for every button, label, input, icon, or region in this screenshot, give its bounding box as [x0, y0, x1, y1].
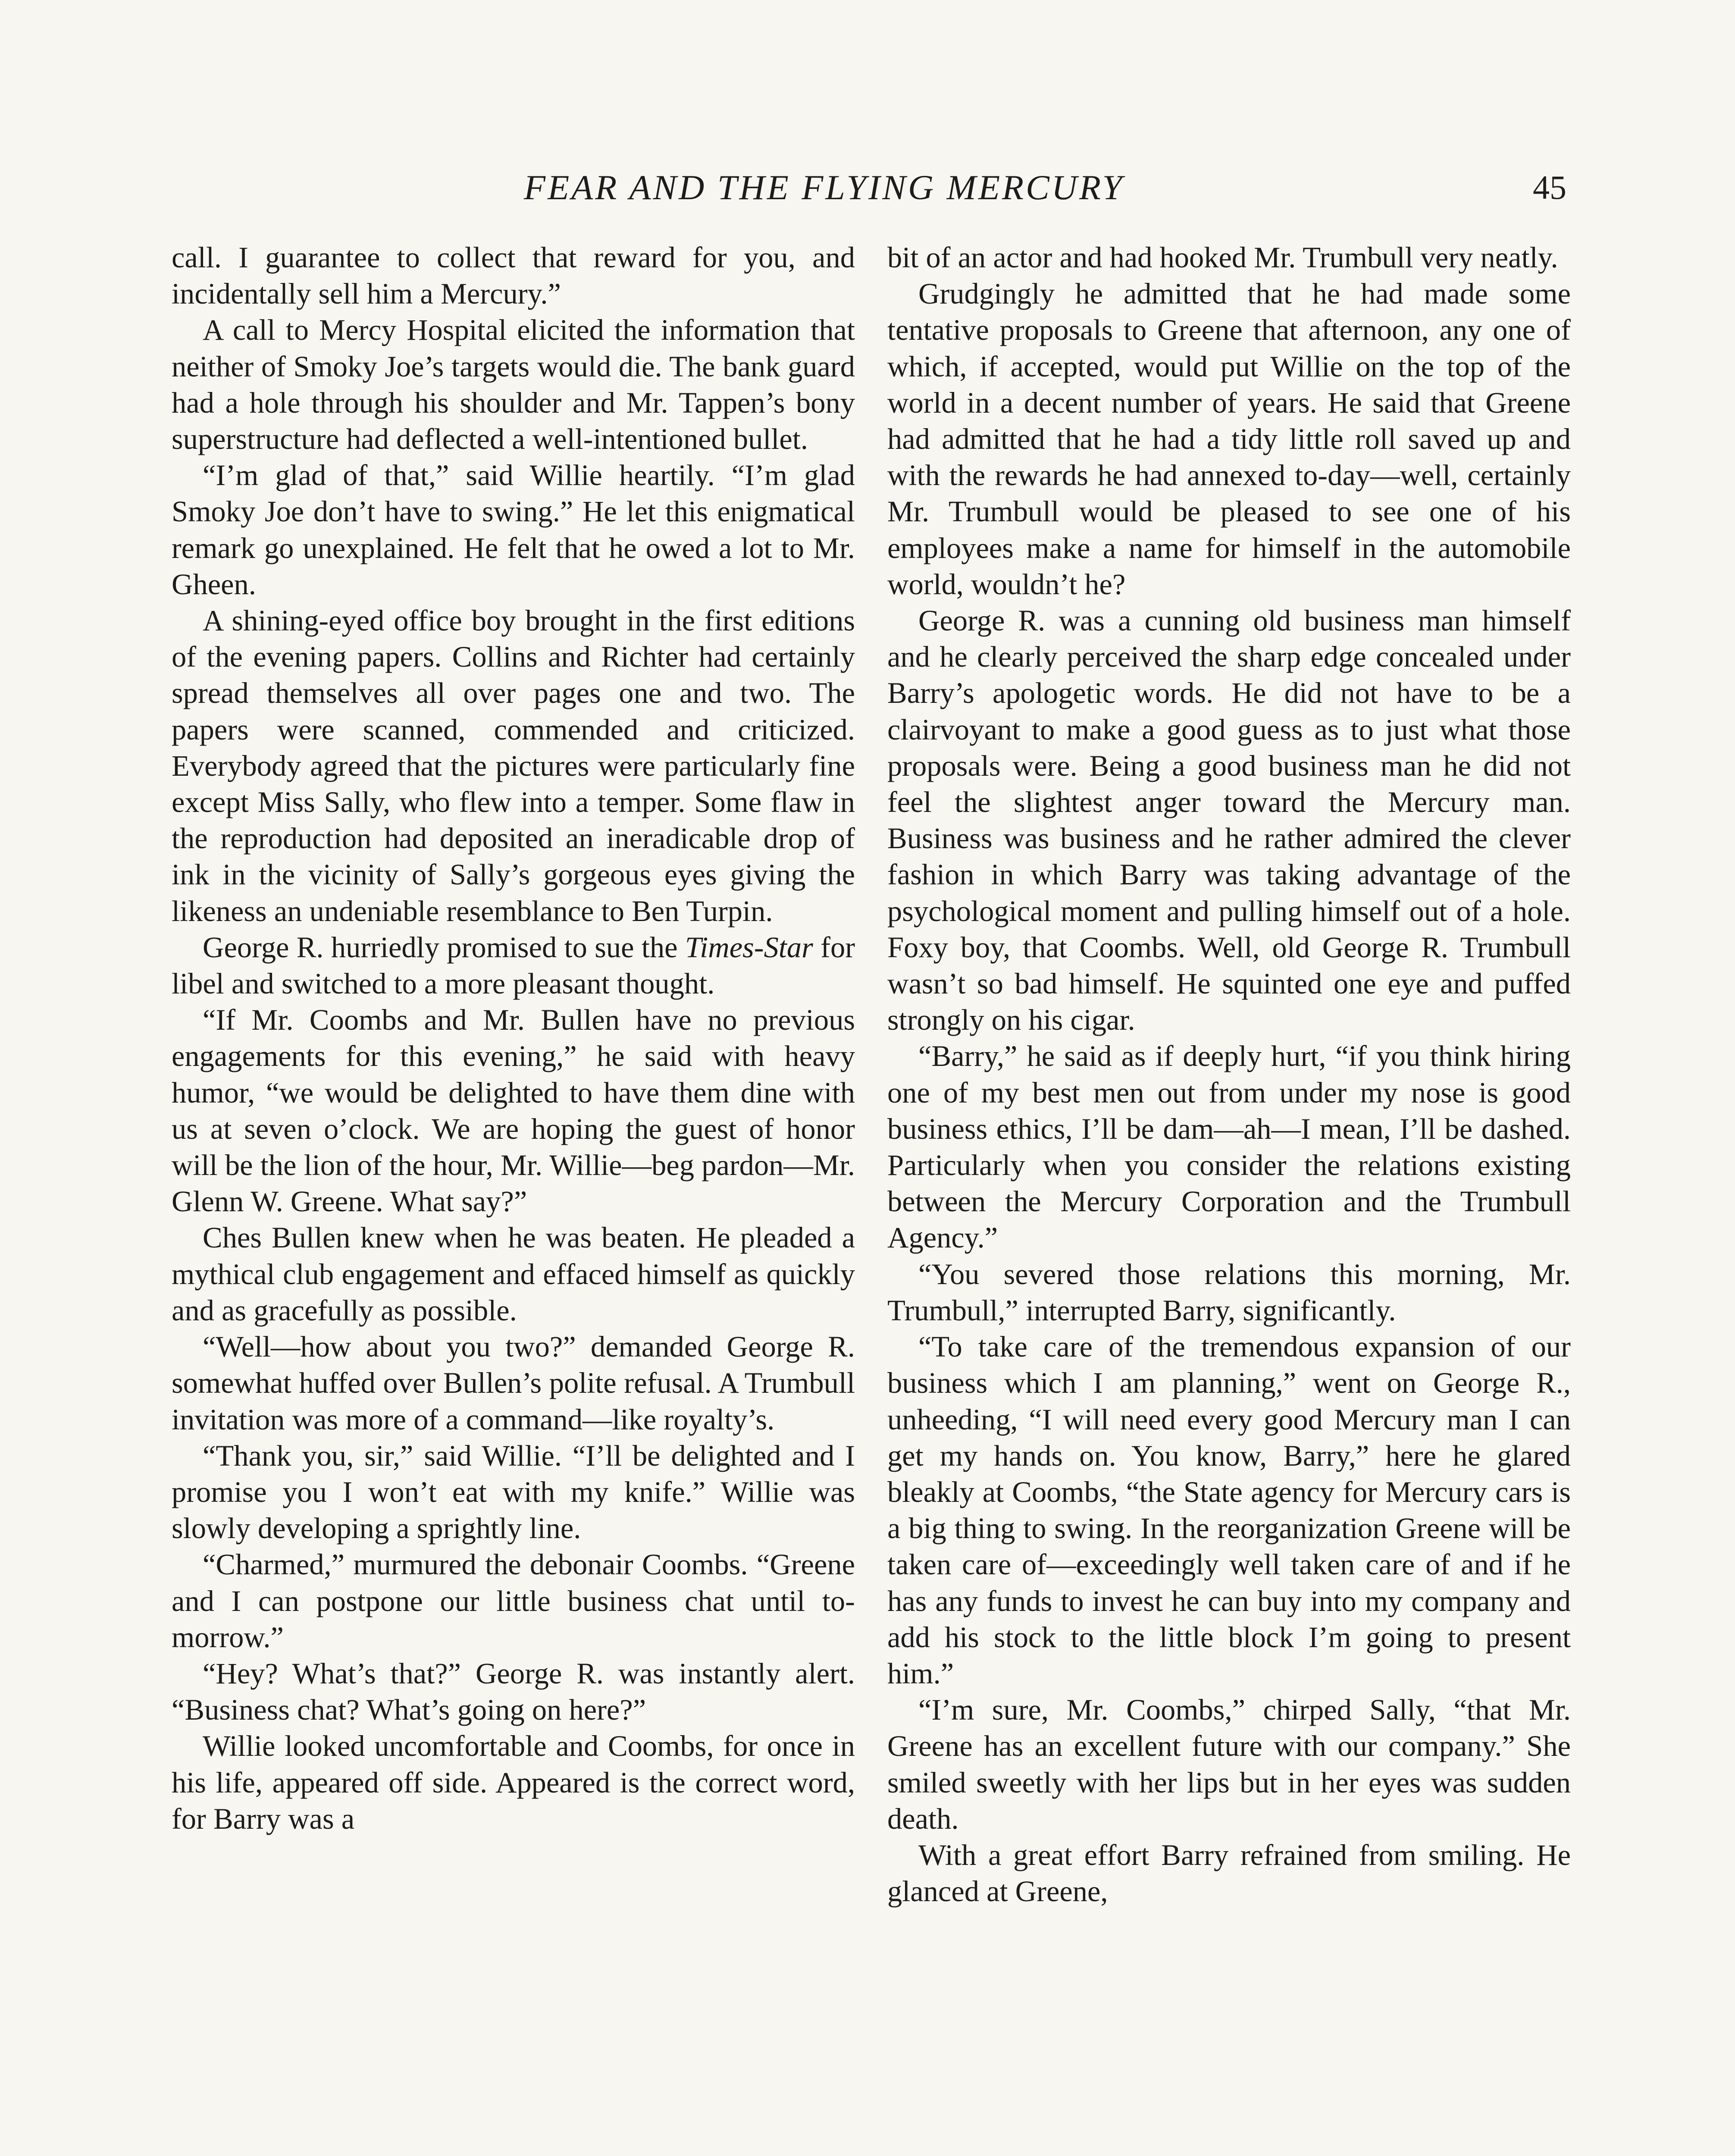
paragraph: A shining-eyed office boy brought in the first editions of the evening papers. Collins and Richter had certainly spread themselves all over pages one and two. The papers were scanned, commended and criticized. Everybody agreed that the pictures were particularly fine except Miss Sally, who flew into a temper. Some flaw in the reproduction had deposited an ineradicable drop of ink in the vicinity of Sally’s gorgeous eyes giving the likeness an undeniable resemblance to Ben Turpin.	[172, 604, 855, 928]
paragraph: “Well—how about you two?” demanded George R. somewhat huffed over Bullen’s polite refusal. A Trumbull invitation was more of a command—like royalty’s.	[172, 1330, 855, 1436]
page-number: 45	[1533, 169, 1566, 206]
paragraph: George R. was a cunning old business man himself and he clearly perceived the sharp edge concealed under Barry’s apologetic words. He did not have to be a clairvoyant to make a good guess as to just what those proposals were. Being a good business man he did not feel the slightest anger toward the Mercury man. Business was business and he rather admired the clever fashion in which Barry was taking advantage of the psychological moment and pulling himself out of a hole. Foxy boy, that Coombs. Well, old George R. Trumbull wasn’t so bad himself. He squinted one eye and puffed strongly on his cigar.	[887, 604, 1571, 1037]
text-span: George R. hurriedly promised to sue the	[203, 931, 685, 964]
paragraph: bit of an actor and had hooked Mr. Trumbull very neatly.	[887, 241, 1558, 274]
paragraph: “Thank you, sir,” said Willie. “I’ll be delighted and I promise you I won’t eat with my knife.” Willie was slowly developing a sprightly line.	[172, 1439, 855, 1545]
newspaper-name: Times-Star	[685, 931, 813, 964]
running-head	[0, 162, 1735, 213]
paragraph: “I’m sure, Mr. Coombs,” chirped Sally, “that Mr. Greene has an excellent future with our company.” She smiled sweetly with her lips but in her eyes was sudden death.	[887, 1693, 1571, 1835]
paragraph: “If Mr. Coombs and Mr. Bullen have no previous engagements for this evening,” he said with heavy humor, “we would be delighted to have them dine with us at seven o’clock. We are hoping the guest of honor will be the lion of the hour, Mr. Willie—beg pardon—Mr. Glenn W. Greene. What say?”	[172, 1003, 855, 1218]
paragraph: “I’m glad of that,” said Willie heartily. “I’m glad Smoky Joe don’t have to swing.” He let this enigmatical remark go unexplained. He felt that he owed a lot to Mr. Gheen.	[172, 459, 855, 601]
paragraph: “You severed those relations this morning, Mr. Trumbull,” interrupted Barry, significantly.	[887, 1257, 1571, 1327]
paragraph: “Barry,” he said as if deeply hurt, “if you think hiring one of my best men out from under my nose is good business ethics, I’ll be dam—ah—I mean, I’ll be dashed. Particularly when you consider the relations existing between the Mercury Corporation and the Trumbull Agency.”	[887, 1040, 1571, 1254]
text-span: for libel and switched to a more pleasant thought.	[172, 931, 855, 1000]
paragraph: Ches Bullen knew when he was beaten. He pleaded a mythical club engagement and effaced himself as quickly and as gracefully as possible.	[172, 1221, 855, 1327]
running-title: FEAR AND THE FLYING MERCURY	[524, 168, 1124, 207]
paragraph: With a great effort Barry refrained from smiling. He glanced at Greene,	[887, 1838, 1571, 1908]
paragraph: Willie looked uncomfortable and Coombs, for once in his life, appeared off side. Appeared is the correct word, for Barry was a	[172, 1730, 855, 1835]
paragraph: call. I guarantee to collect that reward for you, and incidentally sell him a Mercury.”	[172, 241, 855, 310]
paragraph: A call to Mercy Hospital elicited the information that neither of Smoky Joe’s targets would die. The bank guard had a hole through his shoulder and Mr. Tappen’s bony superstructure had deflected a well-intentioned bullet.	[172, 313, 855, 456]
right-column	[887, 239, 1571, 1909]
paragraph: “To take care of the tremendous expansion of our business which I am planning,” went on George R., unheeding, “I will need every good Mercury man I can get my hands on. You know, Barry,” here he glared bleakly at Coombs, “the State agency for Mercury cars is a big thing to swing. In the reorganization Greene will be taken care of—exceedingly well taken care of and if he has any funds to invest he can buy into my company and add his stock to the little block I’m going to present him.”	[887, 1330, 1571, 1690]
paragraph: “Charmed,” murmured the debonair Coombs. “Greene and I can postpone our little business chat until to-morrow.”	[172, 1548, 855, 1654]
paragraph: “Hey? What’s that?” George R. was instantly alert. “Business chat? What’s going on here?”	[172, 1657, 855, 1727]
paragraph: Grudgingly he admitted that he had made some tentative proposals to Greene that afternoon, any one of which, if accepted, would put Willie on the top of the world in a decent number of years. He said that Greene had admitted that he had a tidy little roll saved up and with the rewards he had annexed to-day—well, certainly Mr. Trumbull would be pleased to see one of his employees make a name for himself in the automobile world, wouldn’t he?	[887, 277, 1571, 601]
left-column	[172, 239, 855, 1837]
paragraph-times-star	[172, 929, 855, 1002]
